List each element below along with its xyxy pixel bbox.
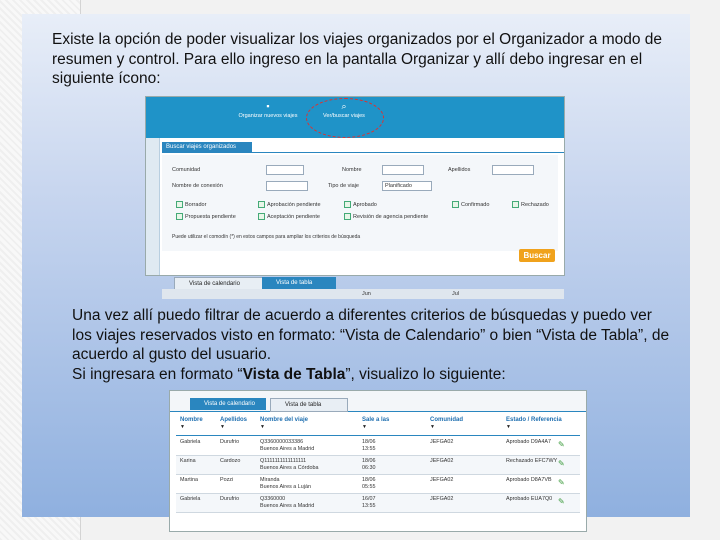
status-checkbox[interactable]: Aprobado xyxy=(344,201,377,208)
lastname-label: Apellidos xyxy=(448,167,471,173)
connection-label: Nombre de conexión xyxy=(172,183,223,189)
column-header[interactable]: Nombre del viaje ▼ xyxy=(260,417,309,430)
edit-icon[interactable]: ✎ xyxy=(558,459,565,468)
table-row[interactable]: Karina Cardozo Q1111111111111111 Buenos Aires a Córdoba 18/06 06:30 JEFGA02 Rechazado EFC7WY ✎ xyxy=(176,456,580,475)
table-row[interactable]: Martina Pozzi Miranda Buenos Aires a Luján 18/06 05:55 JEFGA02 Aprobado D8A7VB ✎ xyxy=(176,475,580,494)
lastname-input[interactable] xyxy=(492,165,534,175)
table-row[interactable]: Gabriela Durufrio Q3360000 Buenos Aires a Madrid 16/07 13:55 JEFGA02 Aprobado EUA7Q0 ✎ xyxy=(176,494,580,513)
column-header[interactable]: Estado / Referencia ▼ xyxy=(506,417,562,430)
column-header[interactable]: Apellidos ▼ xyxy=(220,417,248,430)
calendar-header xyxy=(162,289,564,299)
search-form xyxy=(162,155,558,251)
table-view-screenshot xyxy=(169,390,587,532)
tab-search-organized[interactable]: Buscar viajes organizados xyxy=(162,142,252,152)
tab-calendar-view[interactable]: Vista de calendario xyxy=(174,277,274,291)
month-label: Jun xyxy=(362,291,371,297)
name-input[interactable] xyxy=(382,165,424,175)
status-checkbox[interactable]: Aprobación pendiente xyxy=(258,201,321,208)
column-header[interactable]: Nombre ▼ xyxy=(180,417,203,430)
tab-underline xyxy=(162,152,564,153)
highlight-circle xyxy=(306,98,384,138)
status-checkbox[interactable]: Propuesta pendiente xyxy=(176,213,236,220)
organize-new-trips-button[interactable] xyxy=(238,101,298,135)
status-checkbox[interactable]: Confirmado xyxy=(452,201,489,208)
column-header[interactable]: Sale a las ▼ xyxy=(362,417,390,430)
trip-type-label: Tipo de viaje xyxy=(328,183,359,189)
middle-paragraph: Una vez allí puedo filtrar de acuerdo a diferentes criterios de búsquedas y puedo ver los viajes reservados visto en formato: “Vista de Calendario” o bien “Vista de Tabla”, de acuerdo al gusto del usuario. Si ingresara en formato “Vista de Tabla”, visualizo lo siguiente: xyxy=(72,307,670,383)
status-checkbox[interactable]: Rechazado xyxy=(512,201,549,208)
community-label: Comunidad xyxy=(172,167,201,173)
table-row[interactable]: Gabriela Durufrio Q3360000033386 Buenos Aires a Madrid 18/06 13:55 JEFGA02 Aprobado D9A4A7 ✎ xyxy=(176,437,580,456)
edit-icon[interactable]: ✎ xyxy=(558,478,565,487)
edit-icon[interactable]: ✎ xyxy=(558,497,565,506)
status-checkbox[interactable]: Borrador xyxy=(176,201,206,208)
table-header xyxy=(176,415,580,436)
tab-table-view[interactable]: Vista de tabla xyxy=(270,398,348,412)
help-text: Puede utilizar el comodín (*) en estos campos para ampliar los criterios de búsqueda xyxy=(172,234,361,240)
filter-description: Una vez allí puedo filtrar de acuerdo a diferentes criterios de búsquedas y puedo ver los viajes reservados visto en formato: “Vista de Calendario” o bien “Vista de Tabla”, de acuerdo al gusto del usuario. xyxy=(72,307,670,363)
intro-paragraph: Existe la opción de poder visualizar los viajes organizados por el Organizador a modo de resumen y control. Para ello ingreso en la pantalla Organizar y allí debo ingresar en el siguiente ícono: xyxy=(52,31,663,87)
connection-input[interactable] xyxy=(266,181,308,191)
view-trips-label: Ver/buscar viajes xyxy=(323,113,365,119)
toolbar xyxy=(146,97,564,138)
tab-table-view[interactable]: Vista de tabla xyxy=(262,277,336,289)
magnifier-icon: ⌕ xyxy=(341,101,347,111)
organize-new-trips-label: Organizar nuevos viajes xyxy=(238,113,298,119)
slide xyxy=(22,14,690,517)
search-button[interactable]: Buscar xyxy=(519,249,555,262)
organizer-search-screenshot xyxy=(145,96,565,297)
view-tabs xyxy=(170,391,586,412)
edit-icon[interactable]: ✎ xyxy=(558,440,565,449)
name-label: Nombre xyxy=(342,167,362,173)
tab-calendar-view[interactable]: Vista de calendario xyxy=(190,398,266,410)
briefcase-icon: ▪ xyxy=(266,101,270,111)
trip-type-select[interactable]: Planificado xyxy=(382,181,432,191)
month-label: Jul xyxy=(452,291,460,297)
table-view-emphasis: Vista de Tabla xyxy=(242,365,346,383)
view-tabs xyxy=(162,277,564,289)
column-header[interactable]: Comunidad ▼ xyxy=(430,417,463,430)
status-checkbox[interactable]: Aceptación pendiente xyxy=(258,213,320,220)
left-panel xyxy=(146,138,160,275)
status-checkbox[interactable]: Revisión de agencia pendiente xyxy=(344,213,428,220)
community-select[interactable] xyxy=(266,165,304,175)
